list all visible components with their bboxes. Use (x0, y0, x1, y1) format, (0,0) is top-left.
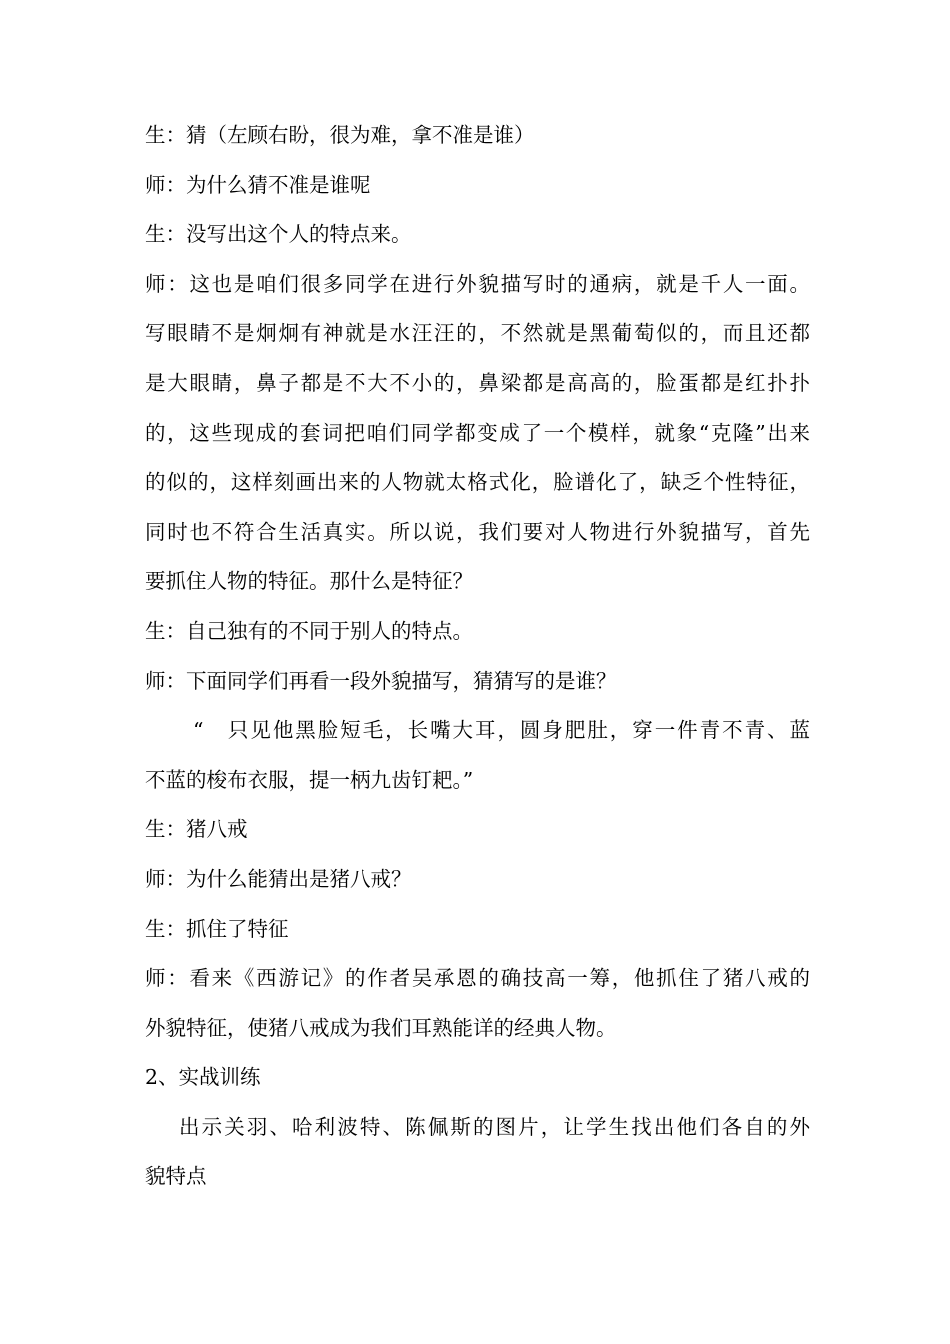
dialogue-line: 师：这也是咱们很多同学在进行外貌描写时的通病，就是千人一面。 (145, 271, 810, 296)
dialogue-line: 师：看来《西游记》的作者吴承恩的确技高一筹，他抓住了猪八戒的 (145, 966, 810, 991)
dialogue-line: 生：自己独有的不同于别人的特点。 (145, 618, 473, 643)
paragraph-line: 出示关羽、哈利波特、陈佩斯的图片，让学生找出他们各自的外 (179, 1114, 810, 1139)
section-heading: 2、实战训练 (145, 1065, 261, 1090)
dialogue-line: 师：为什么猜不准是谁呢 (145, 172, 371, 197)
dialogue-line: 生：猜（左顾右盼，很为难，拿不准是谁） (145, 123, 535, 147)
paragraph-line: 的似的，这样刻画出来的人物就太格式化，脸谱化了，缺乏个性特征， (145, 470, 810, 495)
paragraph-line: 要抓住人物的特征。那什么是特征？ (145, 569, 473, 594)
dialogue-line: 生：没写出这个人的特点来。 (145, 222, 412, 247)
quote-line: “ 只见他黑脸短毛，长嘴大耳，圆身肥肚，穿一件青不青、蓝 (193, 718, 810, 743)
paragraph-line: 外貌特征，使猪八戒成为我们耳熟能详的经典人物。 (145, 1015, 617, 1040)
paragraph-line: 貌特点 (145, 1164, 207, 1189)
paragraph-line: 同时也不符合生活真实。所以说，我们要对人物进行外貌描写，首先 (145, 519, 810, 544)
paragraph-line: 是大眼睛，鼻子都是不大不小的，鼻梁都是高高的，脸蛋都是红扑扑 (145, 370, 810, 395)
document-page (145, 111, 810, 1202)
paragraph-line: 写眼睛不是炯炯有神就是水汪汪的，不然就是黑葡萄似的，而且还都 (145, 321, 810, 346)
paragraph-line: 的，这些现成的套词把咱们同学都变成了一个模样，就象“克隆”出来 (145, 420, 810, 445)
quote-line: 不蓝的梭布衣服，提一柄九齿钉耙。” (145, 767, 474, 792)
dialogue-line: 生：抓住了特征 (145, 916, 289, 941)
dialogue-line: 师：为什么能猜出是猪八戒？ (145, 866, 412, 891)
dialogue-line: 生：猪八戒 (145, 817, 248, 842)
dialogue-line: 师：下面同学们再看一段外貌描写，猜猜写的是谁？ (145, 668, 617, 693)
